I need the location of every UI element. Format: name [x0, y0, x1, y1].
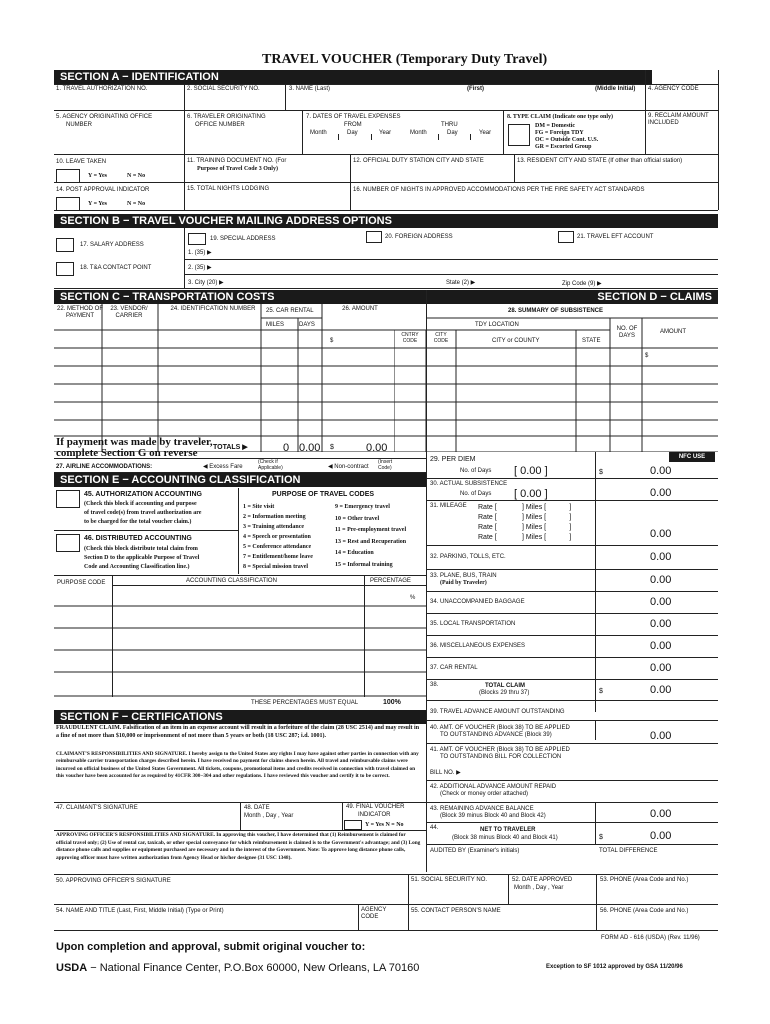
- purpose-code-9: 9 = Emergency travel: [335, 504, 390, 510]
- field-32-label: 32. PARKING, TOLLS, ETC.: [430, 554, 506, 560]
- ta-contact-checkbox[interactable]: [56, 262, 74, 276]
- field-11-label: 11. TRAINING DOCUMENT NO. (For: [187, 158, 287, 164]
- excess-fare[interactable]: ◀ Excess Fare: [203, 464, 243, 470]
- address-zip: Zip Code (9) ▶: [562, 281, 602, 287]
- f43-amount: 0.00: [650, 808, 672, 820]
- field-52-label: 52. DATE APPROVED: [512, 877, 573, 883]
- field-48-label: 48. DATE: [244, 805, 270, 811]
- field-9-label: 9. RECLAIM AMOUNT INCLUDED: [648, 113, 709, 126]
- purpose-code-13: 13 = Rest and Recuperation: [335, 538, 407, 545]
- no-days-label: NO. OF DAYS: [616, 326, 638, 339]
- field-10-label: 10. LEAVE TAKEN: [56, 159, 107, 165]
- percentage-total: 100%: [383, 699, 401, 706]
- field-40-label-2: TO OUTSTANDING ADVANCE (Block 39): [440, 732, 552, 738]
- purpose-code-1: 1 = Site visit: [243, 504, 275, 510]
- col-26-header: 26. AMOUNT: [342, 306, 378, 312]
- purpose-code-2: 2 = Information meeting: [243, 514, 306, 520]
- field-43-label: 43. REMAINING ADVANCE BALANCE: [430, 806, 534, 812]
- amount-label: AMOUNT: [660, 329, 686, 335]
- distributed-accounting-checkbox[interactable]: [56, 534, 80, 552]
- field-14-label: 14. POST APPROVAL INDICATOR: [56, 187, 150, 193]
- field-7-label: 7. DATES OF TRAVEL EXPENSES: [306, 114, 401, 120]
- field-6-label: 6. TRAVELER ORIGINATING: [187, 114, 266, 120]
- type-dm: DM = Domestic: [535, 123, 576, 129]
- field-21-label: 21. TRAVEL EFT ACCOUNT: [577, 234, 654, 240]
- field-40-label: 40. AMT. OF VOUCHER (Block 38) TO BE APPLIED: [430, 725, 570, 731]
- field-46-label: 46. DISTRIBUTED ACCOUNTING: [84, 535, 192, 542]
- percentage-col: PERCENTAGE: [370, 578, 411, 584]
- field-54-label: 54. NAME AND TITLE (Last, First, Middle Initial) (Type or Print): [56, 908, 224, 914]
- fraudulent-claim-text: FRAUDULENT CLAIM. Falsification of an item in an expense account will result in a forfeiture of the claim (28 USC 2514) and may result in a fine of not more than $10,000 or imprisonment of not more than 5 years or both (18 USC 287; i.d. 1001).: [56, 725, 420, 739]
- field-16-label: 16. NUMBER OF NIGHTS IN APPROVED ACCOMMODATIONS PER THE FIRE SAFETY ACT STANDARDS: [353, 187, 645, 193]
- claimant-responsibilities-text: CLAIMANT'S RESPONSIBILITIES AND SIGNATURE. I hereby assign to the United States any rights I may have against other parties in connection with any reimbursable carrier transportation charges described herein. I have received no payment for claims shown herein. All travel and reimbursable claims were incurred on official business of the United States Government. All tickets, coupons, promotional items and credits received in connection with travel claimed on this voucher have been accounted for as required by 41CFR 300−304 and other regulations. I have reviewed this voucher and certify it to be correct.: [56, 751, 419, 780]
- payment-note: If payment was made by traveler, complete Section G on reverse: [56, 436, 213, 459]
- field-44-title: NET TO TRAVELER: [480, 827, 536, 833]
- subsistence-grid: [394, 304, 718, 452]
- field-38-label: 38.: [430, 682, 439, 688]
- check-if-applicable: (Check if Applicable): [258, 459, 283, 471]
- mileage-rate-3[interactable]: Rate [ ] Miles [ ]: [478, 524, 572, 531]
- field-51-label: 51. SOCIAL SECURITY NO.: [411, 877, 488, 883]
- eft-account-checkbox[interactable]: [558, 231, 574, 243]
- field-49-label: 49. FINAL VOUCHER: [346, 804, 405, 810]
- field-41-label-2: TO OUTSTANDING BILL FOR COLLECTION: [440, 754, 562, 760]
- amount-dollar: $: [330, 338, 334, 344]
- col-days-header: DAYS: [299, 322, 315, 328]
- field-5-label: 5. AGENCY ORIGINATING OFFICE: [56, 114, 153, 120]
- section-a-header: SECTION A − IDENTIFICATION: [54, 70, 652, 84]
- final-voucher-input[interactable]: [344, 820, 362, 830]
- totals-amount-2: 0.00: [366, 442, 388, 454]
- field-20-label: 20. FOREIGN ADDRESS: [385, 234, 453, 240]
- field-41-label: 41. AMT. OF VOUCHER (Block 38) TO BE APPLIED: [430, 747, 570, 753]
- leave-no: N = No: [127, 173, 146, 179]
- field-3-input[interactable]: [288, 94, 643, 108]
- field-6-label-2: OFFICE NUMBER: [195, 122, 245, 128]
- from-year: Year: [379, 130, 392, 136]
- field-12-label: 12. OFFICIAL DUTY STATION CITY AND STATE: [353, 158, 484, 164]
- totals-dollar: $: [330, 444, 334, 451]
- f30-days-value: [ 0.00 ]: [514, 488, 548, 500]
- field-31-label: 31. MILEAGE: [430, 503, 467, 509]
- field-46-desc-1: (Check this block distribute total claim from: [84, 546, 198, 552]
- field-13-label: 13. RESIDENT CITY AND STATE (If other than official station): [517, 158, 683, 164]
- form-number: FORM AD - 616 (USDA) (Rev. 11/96): [601, 935, 700, 941]
- section-e-header: SECTION E − ACCOUNTING CLASSIFICATION: [54, 473, 426, 487]
- non-contract[interactable]: ◀ Non-contract: [328, 464, 369, 470]
- nfc-address: USDA − National Finance Center, P.O.Box 60000, New Orleans, LA 70160: [56, 962, 420, 974]
- type-fg: FG = Foreign TDY: [535, 130, 584, 136]
- field-39-label: 39. TRAVEL ADVANCE AMOUNT OUTSTANDING: [430, 709, 565, 715]
- field-1-label: 1. TRAVEL AUTHORIZATION NO.: [56, 86, 148, 92]
- field-5-label-2: NUMBER: [66, 122, 93, 128]
- purpose-code-7: 7 = Entitlement/home leave: [243, 554, 313, 560]
- field-44-label: 44.: [430, 825, 439, 831]
- tdy-location-label: TDY LOCATION: [475, 322, 519, 328]
- address-line-2: 2. (35) ▶: [188, 265, 212, 271]
- bill-no-label: BILL NO. ▶: [430, 770, 461, 776]
- mileage-rates: [478, 503, 571, 543]
- authorization-accounting-checkbox[interactable]: [56, 490, 80, 508]
- field-28-label: 28. SUMMARY OF SUBSISTENCE: [508, 308, 604, 314]
- field-34-label: 34. UNACCOMPANIED BAGGAGE: [430, 599, 525, 605]
- field-17-label: 17. SALARY ADDRESS: [80, 242, 144, 248]
- field-3-label: 3. NAME (Last): [289, 86, 331, 92]
- field-2-input[interactable]: [186, 94, 283, 108]
- field-46-desc-3: Code and Accounting Classification line.): [84, 564, 190, 570]
- section-b-header: SECTION B − TRAVEL VOUCHER MAILING ADDRESS OPTIONS: [54, 214, 718, 228]
- gsa-exception: Exception to SF 1012 approved by GSA 11/20/96: [546, 964, 683, 970]
- field-56-label: 56. PHONE (Area Code and No.): [600, 908, 689, 914]
- from-month: Month: [310, 130, 327, 136]
- f35-amount: 0.00: [650, 618, 672, 630]
- mileage-rate-4[interactable]: Rate [ ] Miles [ ]: [478, 534, 572, 541]
- from-label: FROM: [344, 122, 362, 128]
- mileage-rate-2[interactable]: Rate [ ] Miles [ ]: [478, 514, 572, 521]
- field-49-options: Y = Yes N = No: [365, 822, 404, 828]
- salary-address-checkbox[interactable]: [56, 238, 74, 252]
- cntry-code-label: CNTRY CODE: [401, 332, 419, 344]
- field-49-label-2: INDICATOR: [358, 812, 391, 818]
- page-title: TRAVEL VOUCHER (Temporary Duty Travel): [262, 52, 548, 67]
- accounting-class-col: ACCOUNTING CLASSIFICATION: [186, 578, 277, 584]
- field-53-label: 53. PHONE (Area Code and No.): [600, 877, 689, 883]
- field-33-label-2: (Paid by Traveler): [440, 580, 487, 586]
- field-37-label: 37. CAR RENTAL: [430, 665, 478, 671]
- from-day: Day: [347, 130, 358, 136]
- col-25-header: 25. CAR RENTAL: [266, 308, 314, 314]
- field-19-label: 19. SPECIAL ADDRESS: [210, 236, 276, 242]
- purpose-code-15: 15 = Informal training: [335, 561, 393, 568]
- type-gr: GR = Escorted Group: [535, 144, 592, 150]
- f32-amount: 0.00: [650, 551, 672, 563]
- field-45-desc-3: to be charged for the total voucher claim.): [84, 519, 192, 525]
- purpose-code-14: 14 = Education: [335, 550, 374, 556]
- field-52-format: Month , Day , Year: [514, 885, 564, 891]
- field-27-label: 27. AIRLINE ACCOMMODATIONS:: [56, 464, 153, 470]
- thru-label: THRU: [441, 122, 458, 128]
- field-47-label: 47. CLAIMANT'S SIGNATURE: [56, 805, 138, 811]
- field-42-label-2: (Check or money order attached): [440, 791, 529, 797]
- field-33-label: 33. PLANE, BUS, TRAIN: [430, 573, 497, 579]
- field-8-label: 8. TYPE CLAIM (Indicate one type only): [507, 114, 614, 120]
- transport-costs-grid: [54, 304, 426, 452]
- nfc-use-badge: NFC USE: [669, 452, 715, 462]
- f38-amount: 0.00: [650, 684, 672, 696]
- field-43-label-2: (Block 39 minus Block 40 and Block 42): [440, 813, 546, 819]
- insert-code: (Insert Code): [378, 459, 393, 471]
- section-d-header: SECTION D − CLAIMS: [426, 290, 718, 304]
- field-45-label: 45. AUTHORIZATION ACCOUNTING: [84, 491, 202, 498]
- f30-amount: 0.00: [650, 487, 672, 499]
- purpose-code-4: 4 = Speech or presentation: [243, 534, 311, 540]
- f29-no-days: No. of Days: [460, 468, 492, 474]
- f29-days-value: [ 0.00 ]: [514, 465, 548, 477]
- thru-month: Month: [410, 130, 427, 136]
- field-36-label: 36. MISCELLANEOUS EXPENSES: [430, 643, 526, 649]
- f37-amount: 0.00: [650, 662, 672, 674]
- purpose-code-3: 3 = Training attendance: [243, 524, 305, 530]
- field-29-label: 29. PER DIEM: [430, 456, 476, 463]
- address-line-1: 1. (35) ▶: [188, 250, 212, 256]
- field-35-label: 35. LOCAL TRANSPORTATION: [430, 621, 516, 627]
- section-c-header: SECTION C − TRANSPORTATION COSTS: [54, 290, 426, 304]
- field-48-format: Month , Day , Year: [244, 813, 294, 819]
- totals-label: TOTALS ▶: [213, 444, 248, 451]
- field-44-desc: (Block 38 minus Block 40 and Block 41): [452, 835, 558, 841]
- f31-amount: 0.00: [650, 528, 672, 540]
- purpose-code-5: 5 = Conference attendance: [243, 544, 312, 550]
- f30-no-days: No. of Days: [460, 491, 492, 497]
- field-1-input[interactable]: [56, 94, 182, 108]
- f36-amount: 0.00: [650, 640, 672, 652]
- section-f-header: SECTION F − CERTIFICATIONS: [54, 710, 426, 724]
- purpose-codes-title: PURPOSE OF TRAVEL CODES: [272, 491, 375, 498]
- audited-by-label: AUDITED BY (Examiner's initials): [430, 848, 520, 854]
- address-state: State (2) ▶: [446, 280, 476, 286]
- field-45-desc-2: of travel code(s) from travel authorization are: [84, 510, 202, 516]
- middle-initial-label: (Middle Initial): [595, 86, 636, 92]
- f33-amount: 0.00: [650, 574, 672, 586]
- col-22-header: 22. METHOD OF PAYMENT: [56, 306, 103, 319]
- f40-amount: 0.00: [650, 730, 672, 742]
- agency-code-label: AGENCY CODE: [361, 907, 387, 920]
- percentages-must-equal: THESE PERCENTAGES MUST EQUAL: [251, 700, 359, 706]
- totals-amount-1: 0.00: [299, 442, 321, 454]
- field-18-label: 18. T&A CONTACT POINT: [80, 265, 152, 271]
- col-miles-header: MILES: [266, 322, 285, 328]
- purpose-codes-right: [335, 502, 406, 571]
- purpose-code-col: PURPOSE CODE: [57, 580, 106, 586]
- thru-day: Day: [447, 130, 458, 136]
- subsistence-dollar: $: [645, 353, 649, 359]
- f38-dollar: $: [599, 688, 603, 695]
- thru-year: Year: [479, 130, 492, 136]
- total-difference-label: TOTAL DIFFERENCE: [599, 848, 658, 854]
- f34-amount: 0.00: [650, 596, 672, 608]
- field-38-desc: (Blocks 29 thru 37): [479, 690, 530, 696]
- city-code-label: CITY CODE: [433, 332, 449, 344]
- col-23-header: 23. VENDOR/ CARRIER: [110, 306, 148, 319]
- totals-count: 0: [283, 442, 290, 454]
- field-55-label: 55. CONTACT PERSON'S NAME: [411, 908, 501, 914]
- purpose-code-11: 11 = Pre-employment travel: [335, 527, 407, 533]
- leave-taken-input[interactable]: [56, 169, 80, 183]
- post-approval-yes: Y = Yes: [88, 201, 107, 207]
- submit-instructions: Upon completion and approval, submit original voucher to:: [56, 941, 366, 953]
- accounting-grid: [54, 589, 426, 699]
- purpose-code-8: 8 = Special mission travel: [243, 564, 309, 570]
- state-label: STATE: [582, 338, 601, 344]
- field-15-label: 15. TOTAL NIGHTS LODGING: [187, 186, 270, 192]
- field-4-label: 4. AGENCY CODE: [648, 86, 699, 92]
- post-approval-input[interactable]: [56, 197, 80, 211]
- post-approval-no: N = No: [127, 201, 146, 207]
- field-2-label: 2. SOCIAL SECURITY NO.: [187, 86, 260, 92]
- address-city: 3. City (20) ▶: [188, 280, 224, 286]
- purpose-code-10: 10 = Other travel: [335, 515, 380, 522]
- field-50-label: 50. APPROVING OFFICER'S SIGNATURE: [56, 878, 171, 884]
- f44-dollar: $: [599, 834, 603, 841]
- city-county-label: CITY or COUNTY: [492, 338, 540, 344]
- field-30-label: 30. ACTUAL SUBSISTENCE: [430, 481, 508, 487]
- purpose-codes-left: [243, 502, 313, 572]
- approving-officer-text: APPROVING OFFICER'S RESPONSIBILITIES AND SIGNATURE. In approving this voucher, I have determined that (1) Reimbursement is claimed for official travel only; (2) Use of rental car, taxicab, or other special conveyance for which reimbursement is claimed is to the Government's advantage; and (3) Long distance phone calls and supplies or equipment purchased are necessary and in the interest of the Government. Note: To approve long distance phone calls, approving officer must have written authorization from Agency Head or his/her designee (31 USC 1348).: [56, 832, 421, 861]
- f29-amount: 0.00: [650, 465, 672, 477]
- field-11-label-2: Purpose of Travel Code 3 Only): [197, 166, 278, 172]
- type-oc: OC = Outside Cont. U.S.: [535, 137, 599, 143]
- field-38-title: TOTAL CLAIM: [485, 683, 525, 689]
- field-42-label: 42. ADDITIONAL ADVANCE AMOUNT REPAID: [430, 784, 557, 790]
- f29-dollar: $: [599, 469, 603, 476]
- field-46-desc-2: Section D to the applicable Purpose of Travel: [84, 555, 200, 561]
- first-name-label: (First): [467, 86, 484, 92]
- field-45-desc-1: (Check this block if accounting and purpose: [84, 501, 197, 507]
- type-claim-input[interactable]: [508, 124, 530, 146]
- col-24-header: 24. IDENTIFICATION NUMBER: [170, 306, 256, 312]
- foreign-address-checkbox[interactable]: [366, 231, 382, 243]
- f44-amount: 0.00: [650, 830, 672, 842]
- special-address-checkbox[interactable]: [188, 233, 206, 245]
- leave-yes: Y = Yes: [88, 173, 107, 179]
- mileage-rate-1[interactable]: Rate [ ] Miles [ ]: [478, 504, 572, 511]
- percent-sign: %: [410, 595, 416, 601]
